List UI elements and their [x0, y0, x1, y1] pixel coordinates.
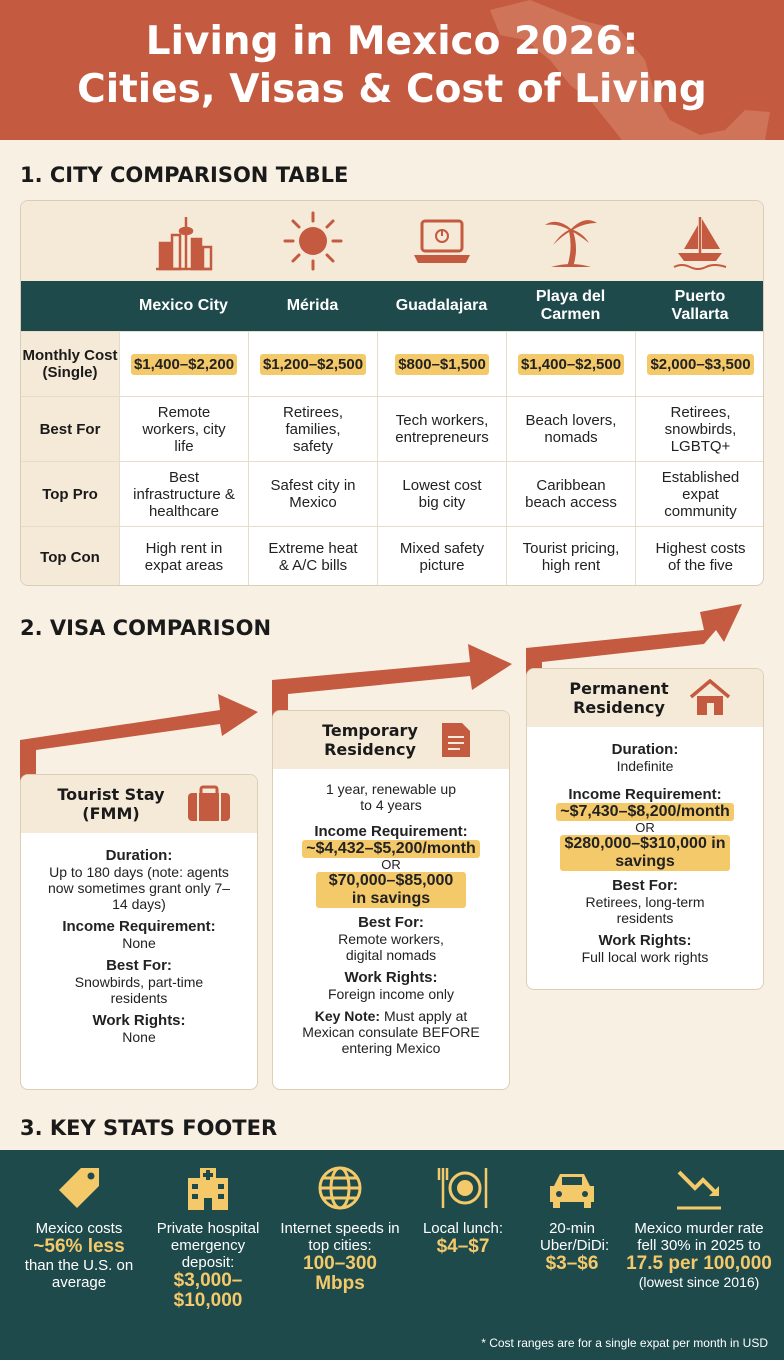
- card-body: [21, 833, 257, 1053]
- table-cell: [635, 332, 764, 396]
- table-cell: Tech workers, entrepreneurs: [377, 397, 506, 461]
- card-title: Permanent Residency: [569, 679, 669, 717]
- or-label: OR: [635, 820, 655, 835]
- table-cell: [377, 332, 506, 396]
- income-label: Income Requirement:: [314, 823, 468, 840]
- car-icon: [546, 1164, 598, 1212]
- city-comparison-table: [20, 200, 764, 586]
- duration-label: Duration:: [105, 847, 173, 864]
- cost-value: $800–$1,500: [395, 354, 489, 375]
- duration-value: Up to 180 days (note: agents now sometimes grant only 7–14 days): [47, 864, 231, 912]
- row-label: Top Pro: [21, 462, 119, 526]
- table-cell: Tourist pricing, high rent: [506, 527, 635, 586]
- table-cell: Mixed safety picture: [377, 527, 506, 586]
- sailboat-icon: [635, 201, 764, 281]
- stat-value: $3,000–$10,000: [173, 1270, 243, 1311]
- work-rights-value: Foreign income only: [327, 986, 455, 1002]
- table-cell: Highest costs of the five: [635, 527, 764, 586]
- stat-hospital: [144, 1150, 272, 1311]
- best-for-value: Remote workers, digital nomads: [338, 931, 444, 963]
- table-cell: High rent in expat areas: [119, 527, 248, 586]
- best-for-label: Best For:: [612, 877, 678, 894]
- work-rights-label: Work Rights:: [344, 969, 438, 986]
- best-for-value: Retirees, long-term residents: [585, 894, 705, 926]
- table-row-top-pro: [21, 461, 764, 526]
- city-name: Guadalajara: [395, 297, 488, 314]
- title-line-1: Living in Mexico 2026:: [145, 19, 639, 64]
- table-cell: Established expat community: [635, 462, 764, 526]
- stat-value: ~56% less: [33, 1236, 125, 1257]
- trend-down-icon: [673, 1164, 725, 1212]
- laptop-icon: [377, 201, 506, 281]
- card-header: [527, 669, 763, 727]
- cost-value: $1,400–$2,200: [131, 354, 237, 375]
- title-line-2: Cities, Visas & Cost of Living: [77, 67, 707, 112]
- stat-text: 20-min Uber/DiDi:: [540, 1220, 610, 1254]
- city-name-row: [21, 281, 764, 331]
- city-name: Playa del Carmen: [535, 288, 606, 323]
- income-label: Income Requirement:: [568, 786, 722, 803]
- table-cell: Retirees, snowbirds, LGBTQ+: [635, 397, 764, 461]
- city-name: Mérida: [286, 297, 339, 314]
- house-icon: [689, 679, 731, 717]
- stat-lunch: [408, 1150, 518, 1257]
- row-label: Best For: [21, 397, 119, 461]
- card-body: [527, 727, 763, 973]
- stat-text: Internet speeds in top cities:: [280, 1220, 400, 1254]
- table-cell: Remote workers, city life: [119, 397, 248, 461]
- key-note-value: Must apply at Mexican consulate BEFORE entering Mexico: [302, 1008, 480, 1056]
- cost-value: $1,200–$2,500: [260, 354, 366, 375]
- table-cell: [506, 332, 635, 396]
- stat-text: Mexico costs: [35, 1220, 123, 1237]
- key-note: [283, 1008, 499, 1056]
- header-banner: [0, 0, 784, 140]
- table-cell: Lowest cost big city: [377, 462, 506, 526]
- best-for-value: Snowbirds, part-time residents: [74, 974, 204, 1006]
- table-cell: Safest city in Mexico: [248, 462, 377, 526]
- card-title: Temporary Residency: [322, 721, 418, 759]
- icon-row: [21, 201, 764, 281]
- sun-icon: [248, 201, 377, 281]
- stat-safety: [624, 1150, 774, 1291]
- stats-footer: [0, 1150, 784, 1360]
- stat-text: than the U.S. on average: [24, 1257, 134, 1291]
- duration-value: Indefinite: [616, 758, 674, 774]
- stat-uber: [524, 1150, 620, 1274]
- income-value: None: [122, 935, 156, 951]
- visa-card-permanent: [526, 668, 764, 990]
- key-note-label: Key Note:: [314, 1008, 381, 1024]
- skyline-icon: [119, 201, 248, 281]
- cost-value: $2,000–$3,500: [647, 354, 753, 375]
- table-cell: Caribbean beach access: [506, 462, 635, 526]
- table-cell: [119, 332, 248, 396]
- globe-icon: [314, 1164, 366, 1212]
- card-header: [273, 711, 509, 769]
- table-cell: Retirees, families, safety: [248, 397, 377, 461]
- duration-label: Duration:: [611, 741, 679, 758]
- income-label: Income Requirement:: [62, 918, 216, 935]
- work-rights-value: Full local work rights: [581, 949, 709, 965]
- stat-value: 100–300 Mbps: [303, 1253, 377, 1294]
- visa-card-temporary: [272, 710, 510, 1090]
- section-heading-stats: 3. KEY STATS FOOTER: [20, 1116, 278, 1140]
- section-heading-visa: 2. VISA COMPARISON: [20, 616, 272, 640]
- suitcase-icon: [186, 785, 232, 823]
- table-row-best-for: [21, 396, 764, 461]
- page-title: [0, 18, 784, 114]
- stat-cost: [20, 1150, 138, 1291]
- savings-value: $280,000–$310,000 in savings: [560, 835, 730, 871]
- work-rights-label: Work Rights:: [598, 932, 692, 949]
- document-icon: [440, 721, 472, 759]
- table-row-cost: [21, 331, 764, 396]
- table-cell: [248, 332, 377, 396]
- stat-value: $3–$6: [545, 1253, 599, 1274]
- price-tag-icon: [53, 1164, 105, 1212]
- stat-text: Mexico murder rate fell 30% in 2025 to: [634, 1220, 764, 1254]
- income-value: ~$7,430–$8,200/month: [556, 803, 733, 821]
- section-heading-city: 1. CITY COMPARISON TABLE: [20, 163, 349, 187]
- stat-text: Private hospital emergency deposit:: [156, 1220, 260, 1271]
- row-label: Monthly Cost (Single): [21, 332, 119, 396]
- visa-card-tourist: [20, 774, 258, 1090]
- row-label: Top Con: [21, 527, 119, 586]
- stat-text: (lowest since 2016): [638, 1274, 760, 1290]
- plate-icon: [437, 1164, 489, 1212]
- stat-value: 17.5 per 100,000: [626, 1253, 772, 1274]
- city-name: Mexico City: [139, 297, 228, 314]
- table-row-top-con: [21, 526, 764, 586]
- best-for-label: Best For:: [358, 914, 424, 931]
- best-for-label: Best For:: [106, 957, 172, 974]
- table-cell: Best infrastructure & healthcare: [119, 462, 248, 526]
- stat-internet: [278, 1150, 402, 1294]
- table-cell: Extreme heat & A/C bills: [248, 527, 377, 586]
- city-name: Puerto Vallarta: [671, 288, 729, 323]
- income-value: ~$4,432–$5,200/month: [302, 840, 479, 858]
- work-rights-value: None: [122, 1029, 156, 1045]
- work-rights-label: Work Rights:: [92, 1012, 186, 1029]
- stat-text: Local lunch:: [422, 1220, 504, 1237]
- card-title: Tourist Stay (FMM): [57, 785, 165, 823]
- table-cell: Beach lovers, nomads: [506, 397, 635, 461]
- card-header: [21, 775, 257, 833]
- cost-value: $1,400–$2,500: [518, 354, 624, 375]
- savings-value: $70,000–$85,000 in savings: [316, 872, 466, 908]
- hospital-icon: [182, 1164, 234, 1212]
- or-label: OR: [381, 857, 401, 872]
- card-body: [273, 769, 509, 1064]
- palm-tree-icon: [506, 201, 635, 281]
- duration-value: 1 year, renewable up to 4 years: [326, 781, 456, 813]
- stat-value: $4–$7: [436, 1236, 490, 1257]
- footnote: * Cost ranges are for a single expat per month in USD: [481, 1336, 768, 1350]
